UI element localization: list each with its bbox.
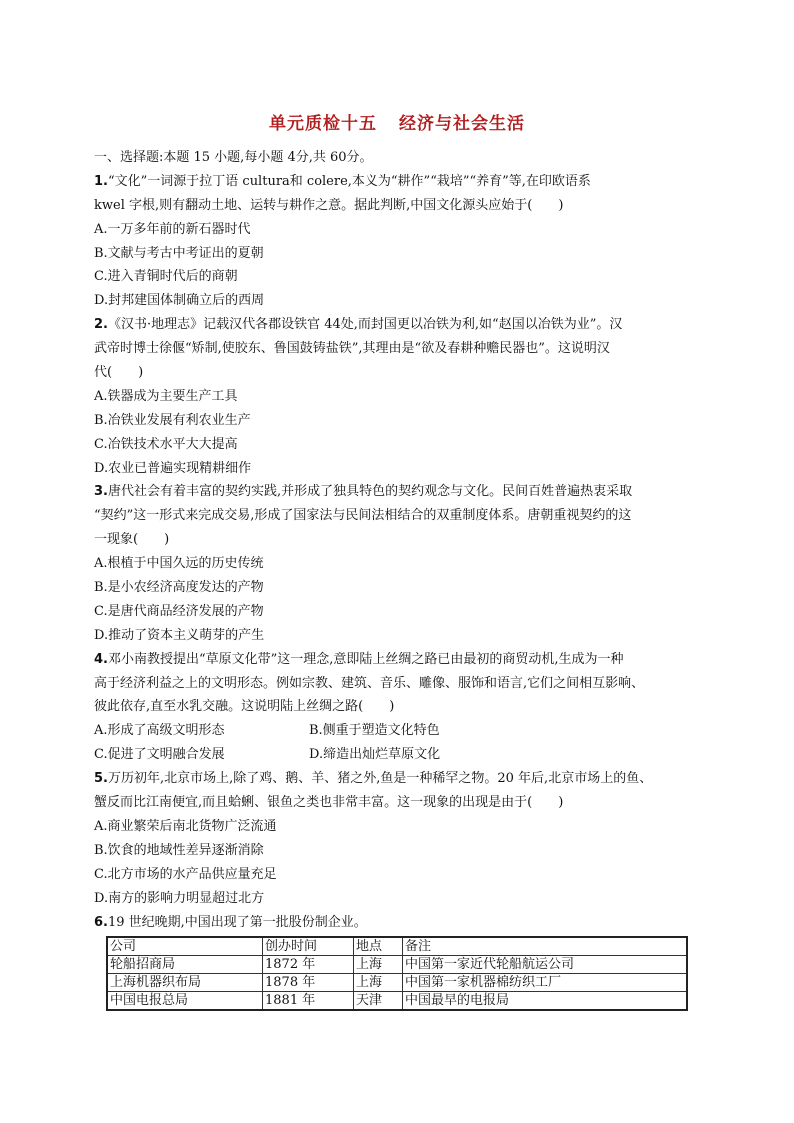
question-2-stem-line: 武帝时博士徐偃“矫制,使胶东、鲁国鼓铸盐铁”,其理由是“欲及春耕种赡民器也”。这说明汉 [94, 341, 610, 357]
question-3-stem-line [94, 480, 714, 504]
option-c[interactable]: C.北方市场的水产品供应量充足 [94, 866, 277, 882]
option-c[interactable]: C.进入青铜时代后的商朝 [94, 269, 238, 285]
table-row [107, 956, 687, 974]
question-3-stem-line: 一现象( ) [94, 532, 170, 548]
option-b[interactable]: B.侧重于塑造文化特色 [309, 723, 440, 739]
table-cell: 轮船招商局 [107, 956, 263, 974]
table-cell: 上海 [354, 974, 403, 992]
table-header-cell: 备注 [403, 937, 688, 956]
table-row [107, 992, 687, 1011]
table-cell: 1872 年 [263, 956, 354, 974]
table-header-cell: 地点 [354, 937, 403, 956]
question-text: 万历初年,北京市场上,除了鸡、鹅、羊、猪之外,鱼是一种稀罕之物。20 年后,北京市场上的鱼、 [107, 771, 653, 787]
question-1-stem-line [94, 170, 714, 194]
question-5-stem-line [94, 767, 714, 791]
option-a[interactable]: A.形成了高级文明形态 [94, 723, 225, 739]
question-number: 1. [94, 173, 108, 189]
option-a[interactable]: A.根植于中国久远的历史传统 [94, 556, 264, 572]
question-text: 19 世纪晚期,中国出现了第一批股份制企业。 [107, 914, 367, 930]
question-text: 《汉书·地理志》记载汉代各郡设铁官 44处,而封国更以冶铁为利,如“赵国以冶铁为业”。汉 [107, 317, 623, 333]
option-a[interactable]: A.商业繁荣后南北货物广泛流通 [94, 818, 277, 834]
table-header-cell: 公司 [107, 937, 263, 956]
option-row [94, 743, 714, 767]
table-cell: 中国第一家机器棉纺织工厂 [403, 974, 688, 992]
option-b[interactable]: B.文献与考古中考证出的夏朝 [94, 245, 264, 261]
option-d[interactable]: D.农业已普遍实现精耕细作 [94, 460, 252, 476]
table-header-cell: 创办时间 [263, 937, 354, 956]
option-a[interactable]: A.一万多年前的新石器时代 [94, 221, 251, 237]
option-a[interactable]: A.铁器成为主要生产工具 [94, 388, 238, 404]
option-row [94, 719, 714, 743]
question-number: 3. [94, 484, 108, 500]
question-4-stem-line: 彼此依存,直至水乳交融。这说明陆上丝绸之路( ) [94, 699, 395, 715]
title-part-1: 单元质检十五 [269, 114, 377, 134]
question-number: 5. [94, 771, 108, 787]
question-5-stem-line: 蟹反而比江南便宜,而且蛤蜊、银鱼之类也非常丰富。这一现象的出现是由于( ) [94, 795, 564, 811]
table-cell: 上海 [354, 956, 403, 974]
option-c[interactable]: C.是唐代商品经济发展的产物 [94, 603, 264, 619]
question-number: 4. [94, 651, 108, 667]
option-d[interactable]: D.缔造出灿烂草原文化 [309, 747, 441, 763]
question-4-stem-line [94, 648, 714, 672]
table-cell: 1881 年 [263, 992, 354, 1011]
page-title [0, 109, 794, 134]
table-cell: 中国最早的电报局 [403, 992, 688, 1011]
option-c[interactable]: C.冶铁技术水平大大提高 [94, 436, 238, 452]
option-b[interactable]: B.是小农经济高度发达的产物 [94, 580, 264, 596]
table-cell: 上海机器织布局 [107, 974, 263, 992]
question-4-stem-line: 高于经济利益之上的文明形态。例如宗教、建筑、音乐、雕像、服饰和语言,它们之间相互影响、 [94, 675, 645, 691]
question-text: 唐代社会有着丰富的契约实践,并形成了独具特色的契约观念与文化。民间百姓普遍热衷采取 [107, 484, 633, 500]
option-c[interactable]: C.促进了文明融合发展 [94, 747, 225, 763]
section-intro: 一、选择题:本题 15 小题,每小题 4分,共 60分。 [94, 150, 373, 165]
table-cell: 天津 [354, 992, 403, 1011]
question-number: 6. [94, 914, 108, 930]
question-text: 邓小南教授提出“草原文化带”这一理念,意即陆上丝绸之路已由最初的商贸动机,生成为一种 [107, 651, 624, 667]
table-row [107, 974, 687, 992]
option-b[interactable]: B.冶铁业发展有利农业生产 [94, 412, 251, 428]
table-cell: 1878 年 [263, 974, 354, 992]
option-b[interactable]: B.饮食的地域性差异逐渐消除 [94, 842, 264, 858]
option-d[interactable]: D.封邦建国体制确立后的西周 [94, 293, 265, 309]
option-d[interactable]: D.推动了资本主义萌芽的产生 [94, 627, 265, 643]
question-6-stem-line [94, 911, 714, 935]
title-part-2: 经济与社会生活 [399, 114, 525, 134]
question-3-stem-line: “契约”这一形式来完成交易,形成了国家法与民间法相结合的双重制度体系。唐朝重视契约的这 [94, 508, 632, 524]
table-cell: 中国第一家近代轮船航运公司 [403, 956, 688, 974]
question-number: 2. [94, 317, 108, 333]
enterprise-table [106, 936, 688, 1011]
table-cell: 中国电报总局 [107, 992, 263, 1011]
table-header-row [107, 937, 687, 956]
question-1-stem-line: kwel 字根,则有翻动土地、运转与耕作之意。据此判断,中国文化源头应始于( ) [94, 197, 564, 213]
question-2-stem-line [94, 313, 714, 337]
question-text: “文化”一词源于拉丁语 cultura和 colere,本义为“耕作”“栽培”“养育”等,在印欧语系 [107, 173, 591, 189]
question-2-stem-line: 代( ) [94, 365, 144, 381]
question-list [94, 146, 714, 934]
option-d[interactable]: D.南方的影响力明显超过北方 [94, 890, 265, 906]
